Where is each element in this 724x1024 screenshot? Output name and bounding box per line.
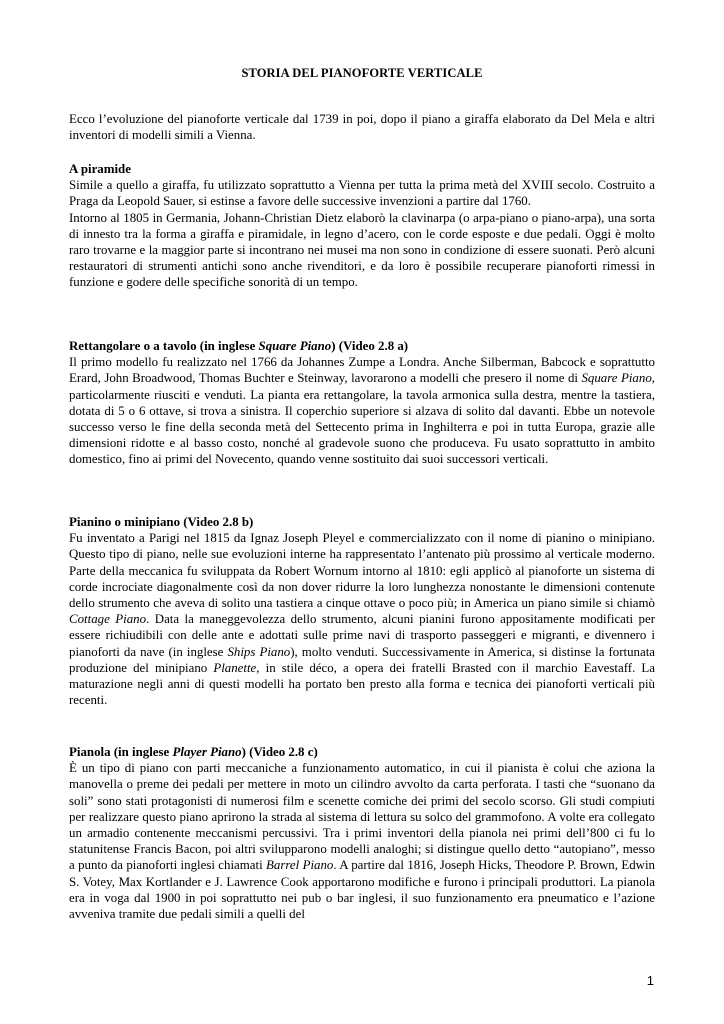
section-rettangolare xyxy=(69,338,655,468)
paragraph: Simile a quello a giraffa, fu utilizzato soprattutto a Vienna per tutta la prima metà del XVIII secolo. Costruito a Praga da Leopold Sauer, si estinse a favore delle successive invenzioni a partire dal 1760. xyxy=(69,178,655,209)
paragraph: Fu inventato a Parigi nel 1815 da Ignaz Joseph Pleyel e commercializzato con il nome di pianino o minipiano. Questo tipo di piano, nelle sue evoluzioni interne ha rappresentato l’antenato più prossimo al verticale moderno. Parte della meccanica fu sviluppata da Robert Wornum intorno al 1810: egli applicò al pianoforte un sistema di corde incrociate diagonalmente così da non dover ridurre la loro lunghezza nonostante le dimensioni contenute dello strumento che aveva di solito una tastiera a cinque ottave o poco più; in America un piano simile si chiamò Cottage Piano. Data la maneggevolezza dello strumento, alcuni pianini furono appositamente modificati per essere richiudibili con delle ante e adottati sulle prime navi di trasporto passeggeri e migranti, e divennero i pianoforti da nave (in inglese Ships Piano), molto venduti. Successivamente in America, si distinse la fortunata produzione del minipiano Planette, in stile déco, a opera dei fratelli Brasted con il marchio Eavestaff. La maturazione negli anni di questi modelli ha portato ben presto alla forma e tecnica dei pianoforti verticali più recenti. xyxy=(69,531,655,708)
section-heading: Pianola (in inglese Player Piano) (Video 2.8 c) xyxy=(69,745,318,759)
section-pianino xyxy=(69,514,655,708)
intro-section xyxy=(69,111,655,143)
intro-paragraph: Ecco l’evoluzione del pianoforte verticale dal 1739 in poi, dopo il piano a giraffa elaborato da Del Mela e altri inventori di modelli simili a Vienna. xyxy=(69,112,655,143)
section-pianola xyxy=(69,744,655,922)
page-number: 1 xyxy=(646,973,654,988)
section-heading: Pianino o minipiano (Video 2.8 b) xyxy=(69,515,254,529)
section-heading: Rettangolare o a tavolo (in inglese Square Piano) (Video 2.8 a) xyxy=(69,339,409,353)
section-heading: A piramide xyxy=(69,162,131,176)
document-title: STORIA DEL PIANOFORTE VERTICALE xyxy=(241,66,483,80)
paragraph: Intorno al 1805 in Germania, Johann-Christian Dietz elaborò la clavinarpa (o arpa-piano o piano-arpa), una sorta di innesto tra la forma a giraffa e piramidale, in legno d’acero, con le corde esposte e due pedali. Oggi è molto raro trovarne e la maggior parte si incontrano nei musei ma non sono in condizione di essere suonati. Però alcuni restauratori di strumenti antichi sono anche rivenditori, e da loro è possibile recuperare pianoforti rimessi in funzione e godere delle specifiche sonorità di un tempo. xyxy=(69,210,655,290)
paragraph: È un tipo di piano con parti meccaniche a funzionamento automatico, in cui il pianista è colui che aziona la manovella o preme dei pedali per mettere in moto un cilindro avvolto da carta perforata. I tasti che “suonano da soli” sono stati protagonisti di numerosi film e scenette comiche dei primi del secolo scorso. Gli studi compiuti per realizzare questo piano aprirono la strada al sistema di lettura su solco del grammofono. A volte era collegato un armadio contenente meccanismi percussivi. Tra i primi inventori della pianola nei primi dell’800 ci fu lo statunitense Francis Bacon, poi altri svilupparono modelli analoghi; si distingue quello detto “autopiano”, messo a punto da pianoforti inglesi chiamati Barrel Piano. A partire dal 1816, Joseph Hicks, Theodore P. Brown, Edwin S. Votey, Max Kortlander e J. Lawrence Cook apportarono modifiche e furono i principali produttori. La pianola era in voga dal 1900 in poi soprattutto nei pub o bar inglesi, il suo funzionamento era pneumatico e l’azione avveniva tramite due pedali simili a quelli del xyxy=(69,761,655,922)
paragraph: Il primo modello fu realizzato nel 1766 da Johannes Zumpe a Londra. Anche Silberman, Babcock e soprattutto Erard, John Broadwood, Thomas Buchter e Steinway, lavorarono a modelli che presero il nome di Square Piano, particolarmente riusciti e venduti. La pianta era rettangolare, la tavola armonica sulla destra, mentre la tastiera, dotata di 5 o 6 ottave, si trova a sinistra. Il coperchio superiore si alzava di solito dal davanti. Ebbe un notevole successo verso le fine della seconda metà del Settecento prima in Inghilterra e poi in tutta Europa, grazie alle dimensioni ridotte e al basso costo, nonché al gradevole suono che produceva. Fu usato soprattutto in ambito domestico, fino ai primi del Novecento, quando venne sostituito dai suoi successori verticali. xyxy=(69,355,655,467)
section-piramide xyxy=(69,161,655,291)
